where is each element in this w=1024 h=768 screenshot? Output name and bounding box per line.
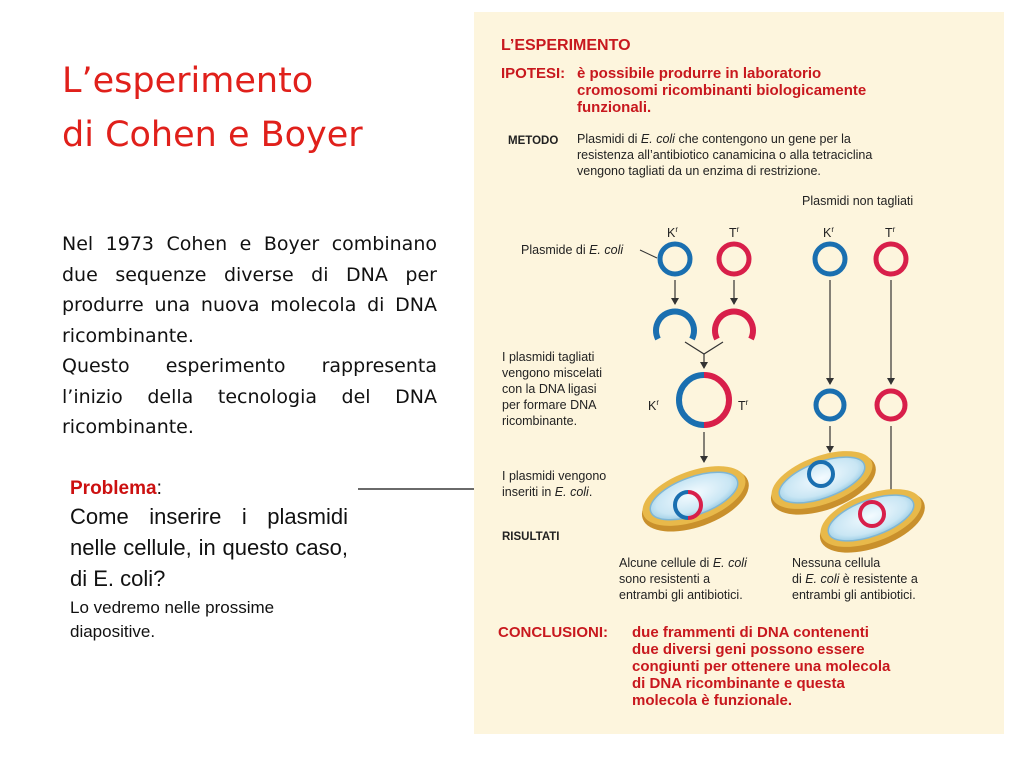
conclusioni-line-4: di DNA ricombinante e questa bbox=[632, 675, 845, 692]
result-2-line-3: entrambi gli antibiotici. bbox=[792, 588, 916, 602]
plasmid-label-leader bbox=[640, 250, 657, 258]
intro-paragraph-1: Nel 1973 Cohen e Boyer combinano due sequenze diverse di DNA per produrre una nuova molecola di DNA ricombinante. bbox=[62, 233, 437, 347]
ipotesi-line-3: funzionali. bbox=[577, 99, 652, 116]
metodo-line-2: resistenza all’antibiotico canamicina o alla tetraciclina bbox=[577, 148, 873, 162]
conclusioni-line-2: due diversi geni possono essere bbox=[632, 641, 865, 658]
mix-line-1: I plasmidi tagliati bbox=[502, 350, 595, 364]
slide-title bbox=[62, 54, 363, 163]
ipotesi-label: IPOTESI: bbox=[501, 65, 566, 82]
uncut-t-plasmid-2 bbox=[877, 391, 905, 419]
k-label-2: $K^r$ bbox=[823, 225, 835, 241]
k-label-1: $K^r$ bbox=[667, 225, 679, 241]
insert-line-2: inseriti in E. coli. bbox=[502, 485, 593, 499]
experiment-figure bbox=[474, 12, 1004, 734]
t-label-1: $T^r$ bbox=[729, 225, 740, 241]
uncut-plasmids-label: Plasmidi non tagliati bbox=[802, 194, 914, 208]
uncut-t-plasmid bbox=[876, 244, 906, 274]
result-1-line-3: entrambi gli antibiotici. bbox=[619, 588, 743, 602]
problem-question: Come inserire i plasmidi nelle cellule, in questo caso, di E. coli? bbox=[70, 504, 348, 591]
title-line-1: L’esperimento bbox=[62, 61, 314, 101]
metodo-line-1: Plasmidi di E. coli che contengono un gene per la bbox=[577, 132, 851, 146]
conclusioni-line-5: molecola è funzionale. bbox=[632, 692, 793, 709]
ipotesi-line-2: cromosomi ricombinanti biologicamente bbox=[577, 82, 867, 99]
mix-line-5: ricombinante. bbox=[502, 414, 578, 428]
recombinant-plasmid-red-half bbox=[704, 375, 729, 425]
k-label-recombinant: $K^r$ bbox=[648, 398, 660, 414]
problem-box bbox=[70, 476, 348, 644]
metodo-label: METODO bbox=[508, 135, 559, 147]
mix-line-2: vengono miscelati bbox=[502, 366, 603, 380]
pointer-arrow bbox=[357, 480, 489, 500]
cut-k-plasmid bbox=[656, 312, 694, 339]
metodo-line-3: vengono tagliati da un enzima di restrizione. bbox=[577, 164, 821, 178]
insert-line-1: I plasmidi vengono bbox=[502, 469, 607, 483]
plasmid-ecoli-label: Plasmide di E. coli bbox=[521, 243, 624, 257]
mix-line-4: per formare DNA bbox=[502, 398, 597, 412]
ecoli-cell-recombinant bbox=[633, 453, 757, 544]
mix-line-3: con la DNA ligasi bbox=[502, 382, 597, 396]
result-2-line-1: Nessuna cellula bbox=[792, 556, 881, 570]
problem-header bbox=[70, 476, 348, 501]
panel-heading: L’ESPERIMENTO bbox=[501, 37, 631, 54]
problem-label: Problema bbox=[70, 478, 157, 499]
result-1-line-2: sono resistenti a bbox=[619, 572, 711, 586]
result-1-line-1: Alcune cellule di E. coli bbox=[619, 556, 747, 570]
k-plasmid-blue bbox=[660, 244, 690, 274]
uncut-k-plasmid bbox=[815, 244, 845, 274]
uncut-k-plasmid-2 bbox=[816, 391, 844, 419]
problem-note: Lo vedremo nelle prossime diapositive. bbox=[70, 598, 275, 641]
ipotesi-line-1: è possibile produrre in laboratorio bbox=[577, 65, 822, 82]
conclusioni-label: CONCLUSIONI: bbox=[498, 624, 608, 641]
cut-t-plasmid bbox=[715, 312, 753, 339]
t-plasmid-red bbox=[719, 244, 749, 274]
intro-text bbox=[62, 229, 437, 443]
problem-colon: : bbox=[156, 478, 162, 499]
risultati-label: RISULTATI bbox=[502, 531, 560, 543]
t-label-2: $T^r$ bbox=[885, 225, 896, 241]
title-line-2: di Cohen e Boyer bbox=[62, 115, 363, 156]
recombinant-plasmid-blue-half bbox=[679, 375, 704, 425]
result-2-line-2: di E. coli è resistente a bbox=[792, 572, 918, 586]
intro-paragraph-2: Questo esperimento rappresenta l’inizio della tecnologia del DNA ricombinante. bbox=[62, 355, 437, 438]
t-label-recombinant: $T^r$ bbox=[738, 398, 749, 414]
conclusioni-line-1: due frammenti di DNA contenenti bbox=[632, 624, 869, 641]
conclusioni-line-3: congiunti per ottenere una molecola bbox=[632, 658, 891, 675]
